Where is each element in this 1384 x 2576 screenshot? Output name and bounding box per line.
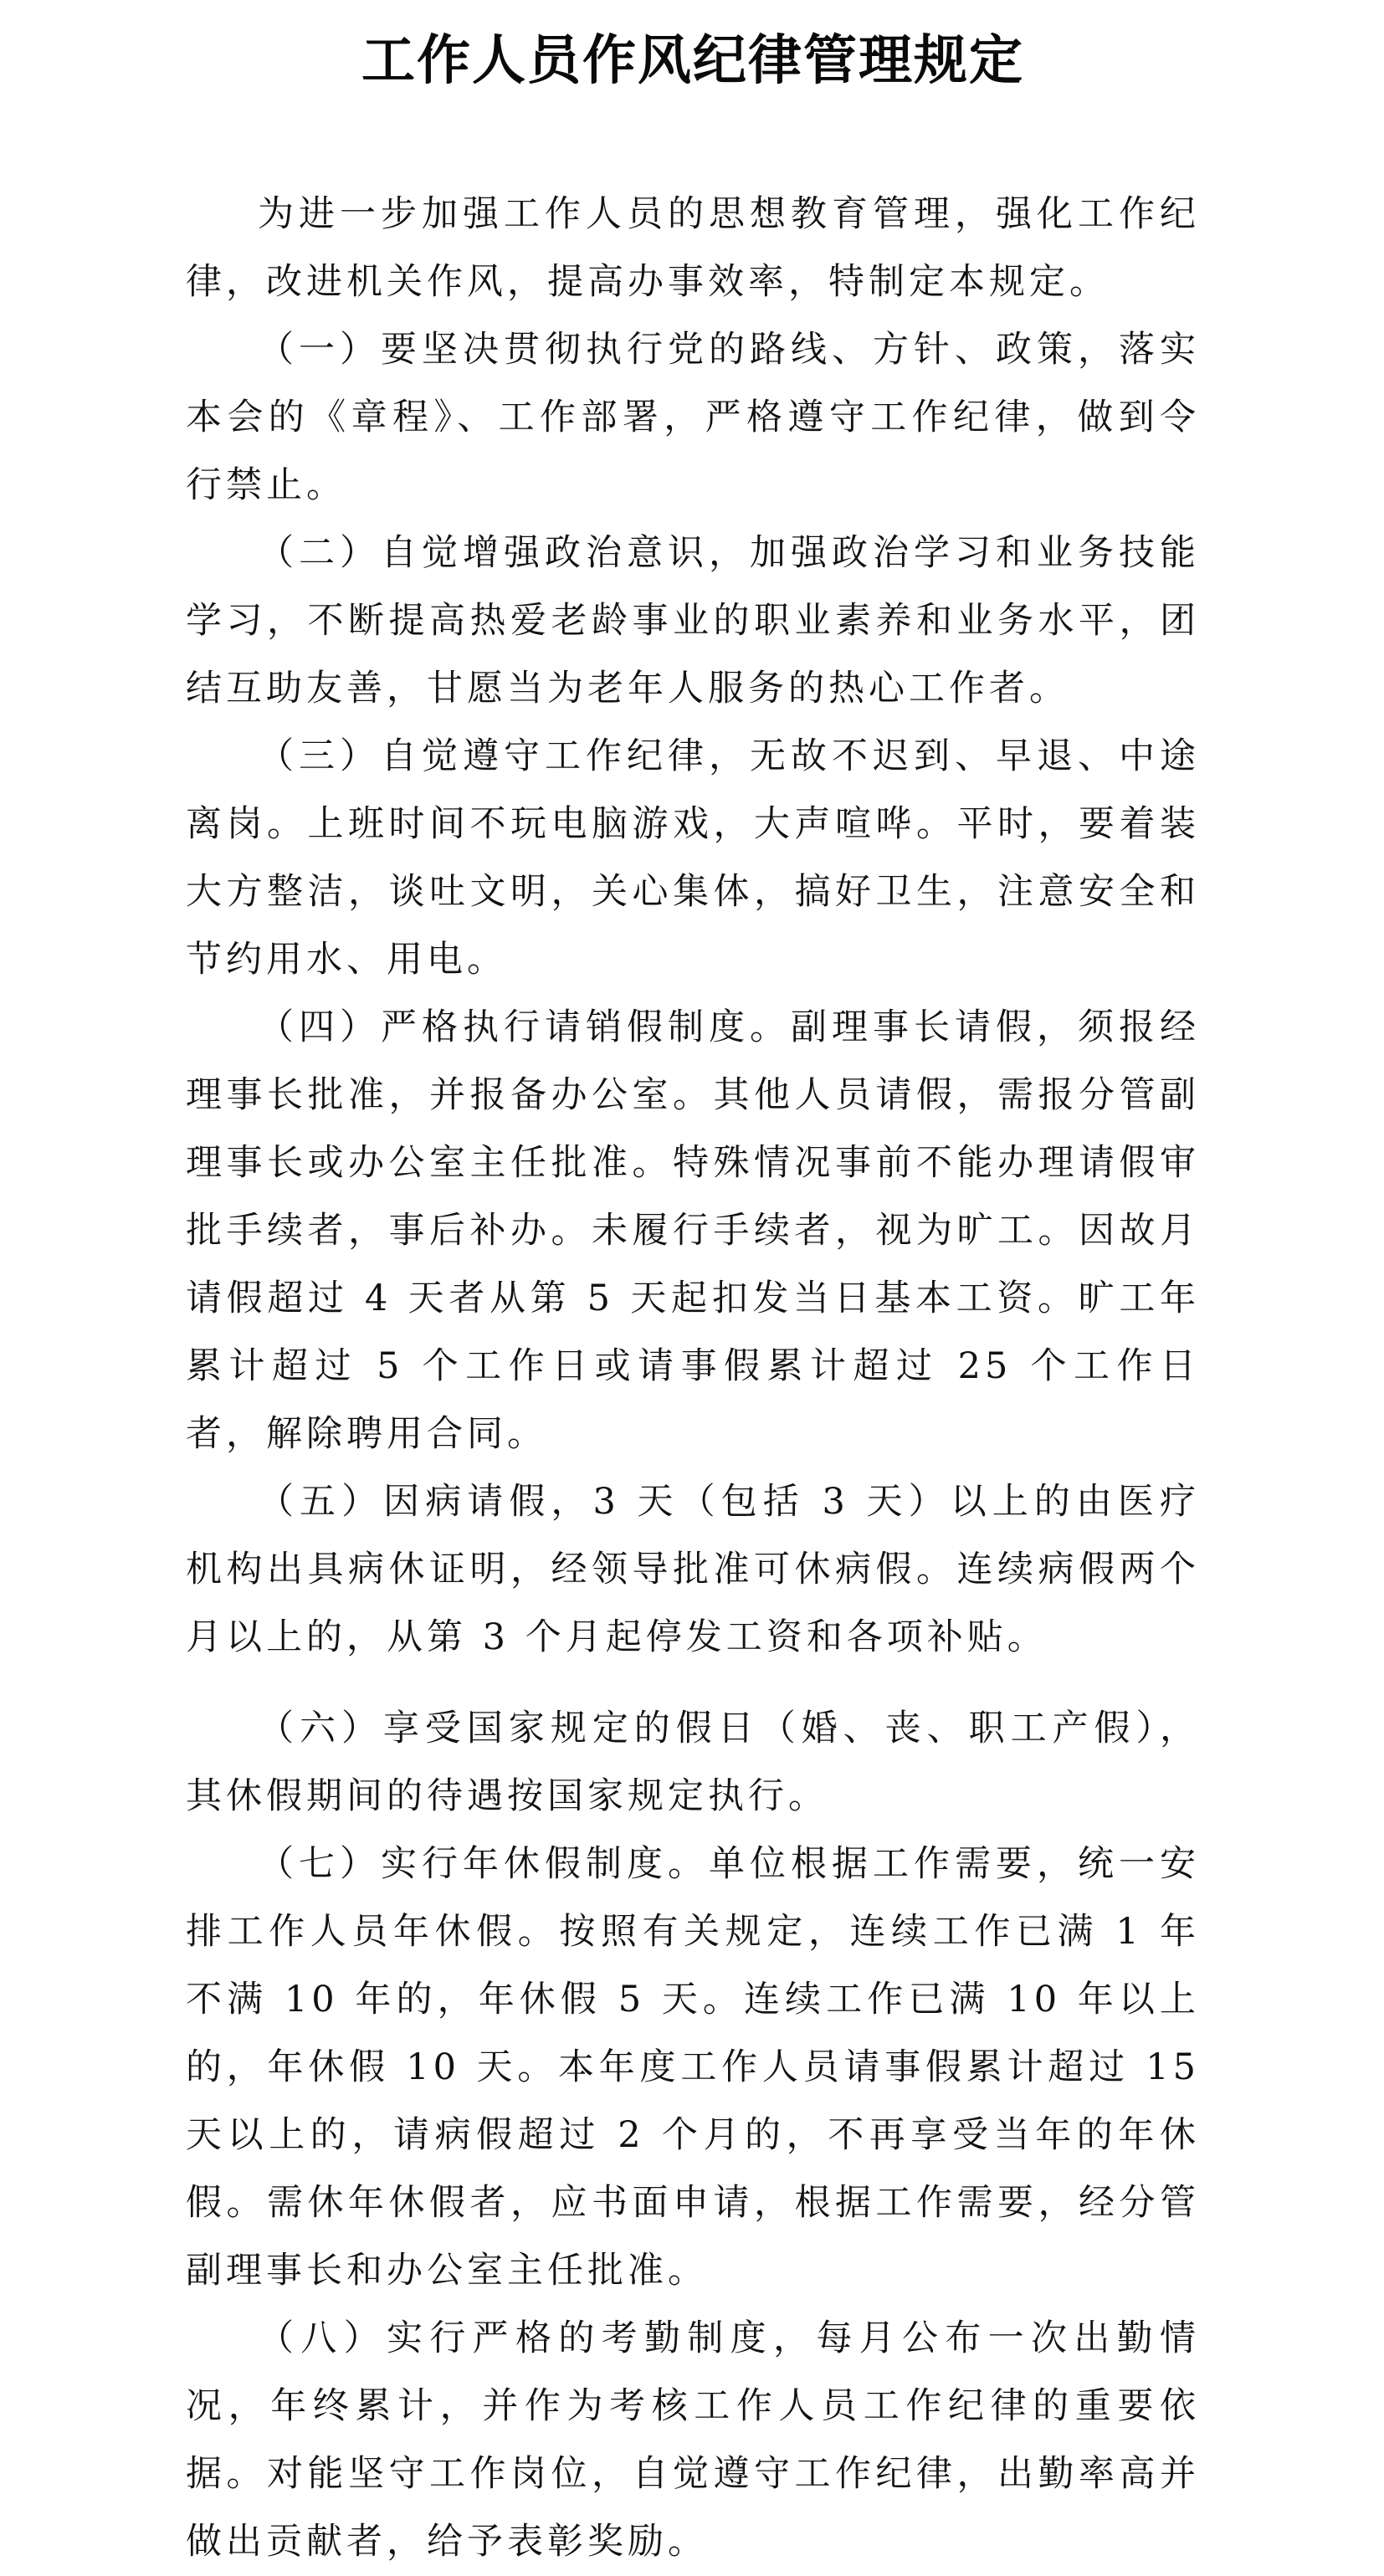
rule-paragraph-5: （五）因病请假，3 天（包括 3 天）以上的由医疗机构出具病休证明，经领导批准可休病假。连续病假两个月以上的，从第 3 个月起停发工资和各项补贴。 [186,1481,1200,1658]
rule-paragraph-6: （六）享受国家规定的假日（婚、丧、职工产假），其休假期间的待遇按国家规定执行。 [186,1708,1200,1817]
rule-paragraph-7: （七）实行年休假制度。单位根据工作需要，统一安排工作人员年休假。按照有关规定，连续工作已满 1 年不满 10 年的，年休假 5 天。连续工作已满 10 年以上的，年休假 10 天。本年度工作人员请事假累计超过 15 天以上的，请病假超过 2 个月的，不再享受当年的年休假。需休年休假者，应书面申请，根据工作需要，经分管副理事长和办公室主任批准。 [186,1843,1200,2292]
rule-paragraph-8: （八）实行严格的考勤制度，每月公布一次出勤情况，年终累计，并作为考核工作人员工作纪律的重要依据。对能坚守工作岗位，自觉遵守工作纪律，出勤率高并做出贡献者，给予表彰奖励。 [186,2317,1200,2563]
rule-paragraph-2: （二）自觉增强政治意识，加强政治学习和业务技能学习，不断提高热爱老龄事业的职业素养和业务水平，团结互助友善，甘愿当为老年人服务的热心工作者。 [186,532,1200,709]
document-body [186,181,1200,2576]
rule-paragraph-1: （一）要坚决贯彻执行党的路线、方针、政策，落实本会的《章程》、工作部署，严格遵守工作纪律，做到令行禁止。 [186,329,1200,506]
intro-paragraph: 为进一步加强工作人员的思想教育管理，强化工作纪律，改进机关作风，提高办事效率，特制定本规定。 [186,193,1200,303]
rule-paragraph-3: （三）自觉遵守工作纪律，无故不迟到、早退、中途离岗。上班时间不玩电脑游戏，大声喧哗。平时，要着装大方整洁，谈吐文明，关心集体，搞好卫生，注意安全和节约用水、用电。 [186,735,1200,981]
paragraph-gap [186,1672,1200,1695]
document-title: 工作人员作风纪律管理规定 [361,29,1024,92]
rule-paragraph-4: （四）严格执行请销假制度。副理事长请假，须报经理事长批准，并报备办公室。其他人员请假，需报分管副理事长或办公室主任批准。特殊情况事前不能办理请假审批手续者，事后补办。未履行手续者，视为旷工。因故月请假超过 4 天者从第 5 天起扣发当日基本工资。旷工年累计超过 5 个工作日或请事假累计超过 25 个工作日者，解除聘用合同。 [186,1006,1200,1455]
